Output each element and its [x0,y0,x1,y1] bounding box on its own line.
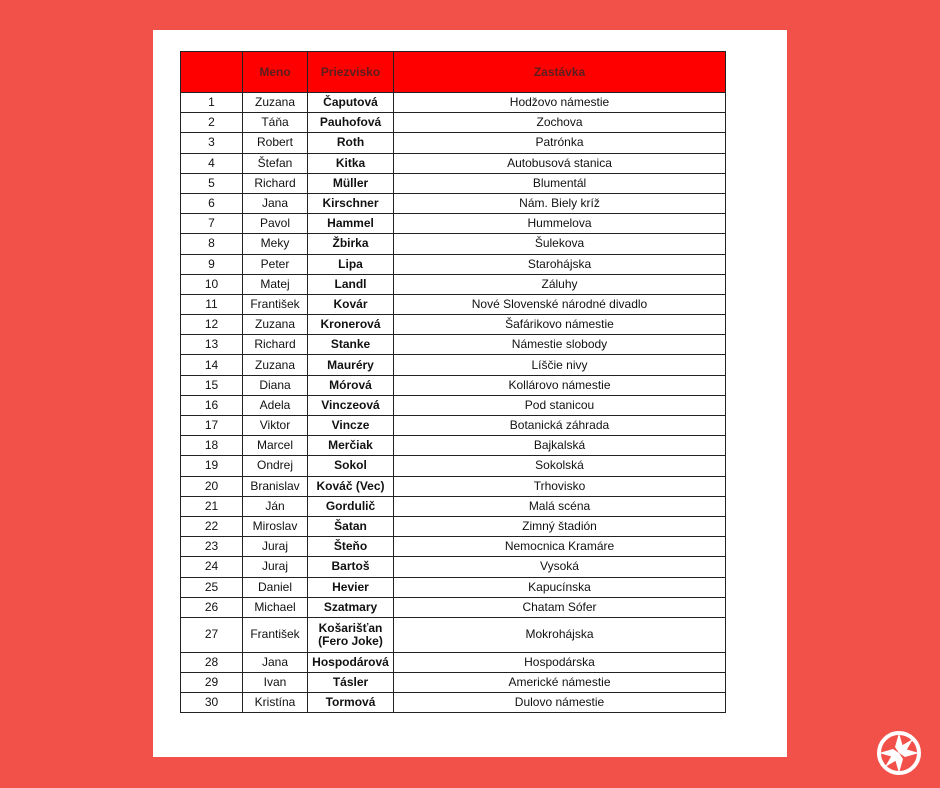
row-first-name: Ondrej [243,456,308,476]
row-stop: Kollárovo námestie [394,375,726,395]
document-page [153,30,787,757]
row-first-name: Matej [243,274,308,294]
row-first-name: Štefan [243,153,308,173]
row-number: 26 [181,597,243,617]
row-last-name: Kronerová [308,315,394,335]
row-stop: Námestie slobody [394,335,726,355]
row-stop: Americké námestie [394,673,726,693]
row-number: 19 [181,456,243,476]
header-last-name: Priezvisko [308,52,394,93]
row-stop: Šulekova [394,234,726,254]
row-last-name: Tásler [308,673,394,693]
table-row [181,214,726,234]
row-last-name: Šatan [308,516,394,536]
row-last-name: Landl [308,274,394,294]
row-stop: Blumentál [394,173,726,193]
row-number: 2 [181,113,243,133]
row-number: 30 [181,693,243,713]
row-first-name: Robert [243,133,308,153]
row-number: 1 [181,93,243,113]
row-first-name: Michael [243,597,308,617]
row-last-name: Merčiak [308,436,394,456]
row-first-name: Zuzana [243,93,308,113]
row-last-name: Mórová [308,375,394,395]
row-number: 24 [181,557,243,577]
row-number: 7 [181,214,243,234]
row-last-name: Hammel [308,214,394,234]
row-last-name: Mauréry [308,355,394,375]
row-number: 6 [181,193,243,213]
row-stop: Hummelova [394,214,726,234]
row-last-name: Bartoš [308,557,394,577]
row-stop: Nové Slovenské národné divadlo [394,294,726,314]
table-row [181,375,726,395]
table-body [181,93,726,713]
table-row [181,693,726,713]
row-stop: Dulovo námestie [394,693,726,713]
row-number: 20 [181,476,243,496]
brand-logo-icon [876,730,922,776]
row-last-name: Košarišťan (Fero Joke) [308,617,394,652]
row-number: 18 [181,436,243,456]
row-first-name: Kristína [243,693,308,713]
table-row [181,395,726,415]
row-stop: Zochova [394,113,726,133]
row-last-name: Tormová [308,693,394,713]
table-row [181,652,726,672]
row-first-name: František [243,617,308,652]
table-row [181,673,726,693]
row-stop: Hodžovo námestie [394,93,726,113]
table-row [181,557,726,577]
row-number: 10 [181,274,243,294]
header-stop: Zastávka [394,52,726,93]
row-first-name: Jana [243,652,308,672]
row-number: 13 [181,335,243,355]
row-last-name: Šteňo [308,537,394,557]
row-stop: Šafárikovo námestie [394,315,726,335]
row-last-name: Kovár [308,294,394,314]
table-row [181,254,726,274]
row-stop: Bajkalská [394,436,726,456]
header-first-name: Meno [243,52,308,93]
table-row [181,355,726,375]
row-number: 5 [181,173,243,193]
row-last-name: Hospodárová [308,652,394,672]
header-number [181,52,243,93]
table-row [181,496,726,516]
row-stop: Mokrohájska [394,617,726,652]
row-number: 27 [181,617,243,652]
table-row [181,315,726,335]
row-number: 3 [181,133,243,153]
row-stop: Chatam Sófer [394,597,726,617]
table-row [181,516,726,536]
row-first-name: Pavol [243,214,308,234]
table-row [181,193,726,213]
row-last-name: Hevier [308,577,394,597]
row-stop: Zimný štadión [394,516,726,536]
table-row [181,416,726,436]
row-first-name: Juraj [243,537,308,557]
row-first-name: Viktor [243,416,308,436]
table-row [181,456,726,476]
row-number: 4 [181,153,243,173]
table-row [181,577,726,597]
table-row [181,274,726,294]
row-first-name: Daniel [243,577,308,597]
row-stop: Botanická záhrada [394,416,726,436]
table-row [181,234,726,254]
row-first-name: Táňa [243,113,308,133]
row-last-name: Roth [308,133,394,153]
row-stop: Vysoká [394,557,726,577]
table-row [181,93,726,113]
table-row [181,537,726,557]
row-stop: Nemocnica Kramáre [394,537,726,557]
table-header-row [181,52,726,93]
table-row [181,335,726,355]
table-row [181,133,726,153]
row-first-name: František [243,294,308,314]
row-last-name: Vincze [308,416,394,436]
stops-table [180,51,726,713]
table-row [181,153,726,173]
row-last-name: Gordulič [308,496,394,516]
row-first-name: Adela [243,395,308,415]
row-number: 17 [181,416,243,436]
row-stop: Malá scéna [394,496,726,516]
row-number: 22 [181,516,243,536]
row-last-name: Kirschner [308,193,394,213]
table-row [181,476,726,496]
row-first-name: Jana [243,193,308,213]
row-last-name: Sokol [308,456,394,476]
row-first-name: Marcel [243,436,308,456]
row-last-name: Pauhofová [308,113,394,133]
row-first-name: Ivan [243,673,308,693]
row-number: 8 [181,234,243,254]
table-row [181,173,726,193]
row-first-name: Ján [243,496,308,516]
row-first-name: Zuzana [243,315,308,335]
row-first-name: Meky [243,234,308,254]
row-stop: Sokolská [394,456,726,476]
row-stop: Autobusová stanica [394,153,726,173]
row-stop: Pod stanicou [394,395,726,415]
row-last-name: Szatmary [308,597,394,617]
row-stop: Záluhy [394,274,726,294]
row-last-name: Vinczeová [308,395,394,415]
row-stop: Nám. Biely kríž [394,193,726,213]
row-stop: Líščie nivy [394,355,726,375]
row-last-name: Čaputová [308,93,394,113]
row-stop: Kapucínska [394,577,726,597]
row-number: 28 [181,652,243,672]
row-last-name: Žbirka [308,234,394,254]
table-row [181,597,726,617]
row-number: 16 [181,395,243,415]
row-first-name: Miroslav [243,516,308,536]
row-number: 15 [181,375,243,395]
row-number: 11 [181,294,243,314]
table-row [181,113,726,133]
row-number: 25 [181,577,243,597]
row-number: 23 [181,537,243,557]
row-number: 29 [181,673,243,693]
row-stop: Trhovisko [394,476,726,496]
row-first-name: Branislav [243,476,308,496]
table-row [181,617,726,652]
row-last-name: Stanke [308,335,394,355]
row-first-name: Diana [243,375,308,395]
row-last-name: Lipa [308,254,394,274]
row-stop: Patrónka [394,133,726,153]
row-last-name: Kitka [308,153,394,173]
row-first-name: Peter [243,254,308,274]
row-number: 14 [181,355,243,375]
table-row [181,294,726,314]
row-stop: Starohájska [394,254,726,274]
row-first-name: Zuzana [243,355,308,375]
table-row [181,436,726,456]
row-first-name: Richard [243,335,308,355]
row-last-name: Müller [308,173,394,193]
row-first-name: Juraj [243,557,308,577]
row-stop: Hospodárska [394,652,726,672]
row-number: 9 [181,254,243,274]
row-number: 21 [181,496,243,516]
row-number: 12 [181,315,243,335]
row-first-name: Richard [243,173,308,193]
row-last-name: Kováč (Vec) [308,476,394,496]
